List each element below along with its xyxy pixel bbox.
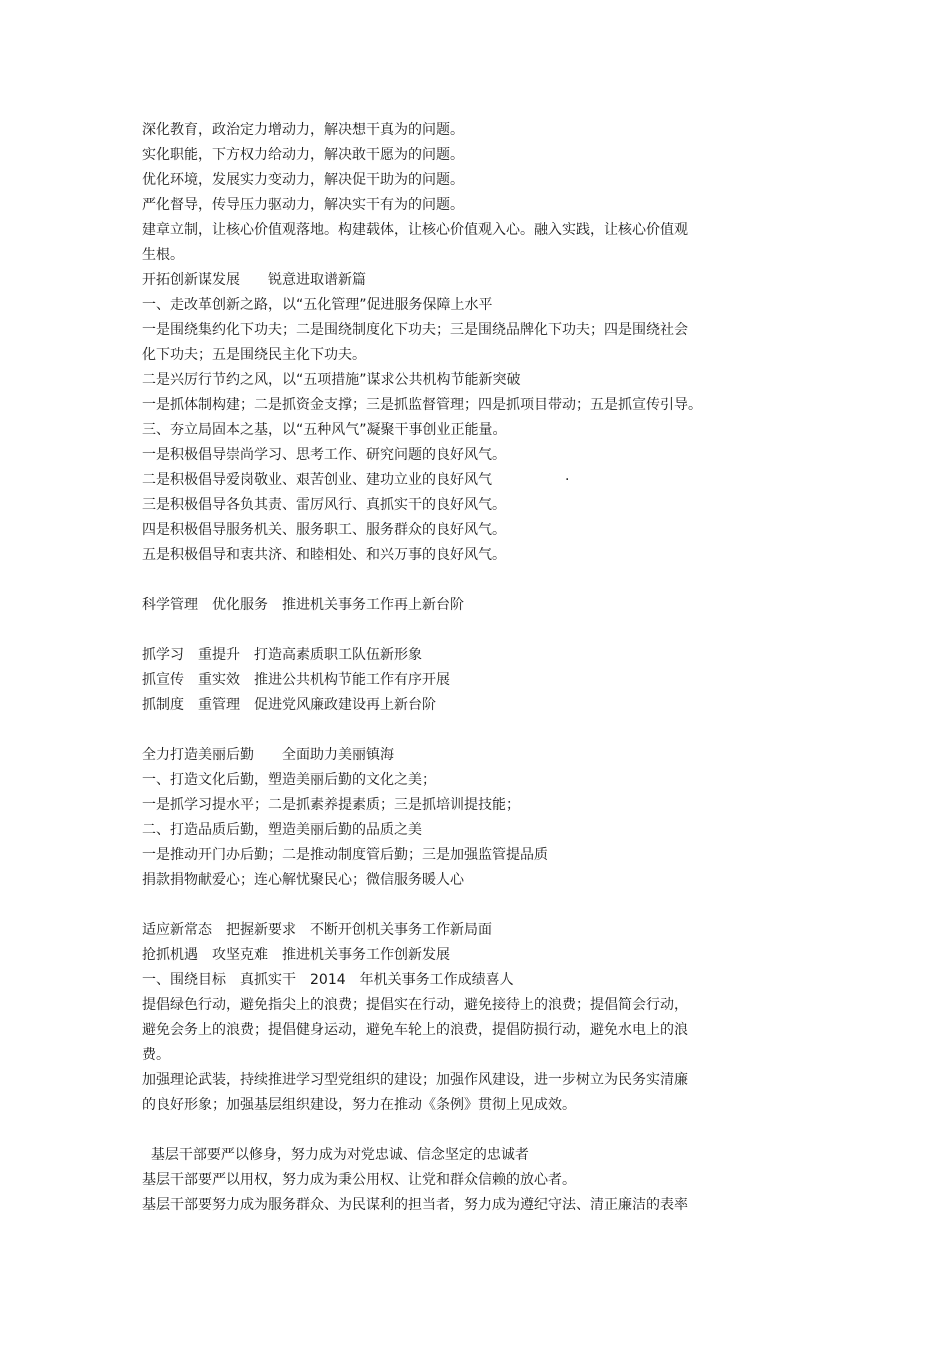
text-line: 一是推动开门办后勤；二是推动制度管后勤；三是加强监管提品质 xyxy=(142,847,548,863)
text-line: 提倡绿色行动，避免指尖上的浪费；提倡实在行动，避免接待上的浪费；提倡简会行动， xyxy=(142,997,688,1013)
text-line: 一是围绕集约化下功夫；二是围绕制度化下功夫；三是围绕品牌化下功夫；四是围绕社会 xyxy=(142,322,688,338)
stray-mark: . xyxy=(565,468,570,484)
text-line: 基层干部要严以用权，努力成为秉公用权、让党和群众信赖的放心者。 xyxy=(142,1172,576,1188)
blank-line xyxy=(142,1118,742,1143)
text-line: 三是积极倡导各负其责、雷厉风行、真抓实干的良好风气。 xyxy=(142,497,506,513)
text-line: 一、打造文化后勤，塑造美丽后勤的文化之美； xyxy=(142,772,436,788)
blank-line xyxy=(142,618,742,643)
text-line: 二是兴厉行节约之风，以“五项措施”谋求公共机构节能新突破 xyxy=(142,372,521,388)
text-line: 加强理论武装，持续推进学习型党组织的建设；加强作风建设，进一步树立为民务实清廉 xyxy=(142,1072,688,1088)
text-line: 五是积极倡导和衷共济、和睦相处、和兴万事的良好风气。 xyxy=(142,547,506,563)
text-line: 一是抓体制构建；二是抓资金支撑；三是抓监督管理；四是抓项目带动；五是抓宣传引导。 xyxy=(142,397,702,413)
text-line: 一、围绕目标 真抓实干 2014 年机关事务工作成绩喜人 xyxy=(142,972,514,988)
text-line: 一是积极倡导崇尚学习、思考工作、研究问题的良好风气。 xyxy=(142,447,506,463)
text-line: 开拓创新谋发展 锐意进取谱新篇 xyxy=(142,272,366,288)
text-line: 实化职能，下方权力给动力，解决敢干愿为的问题。 xyxy=(142,147,464,163)
text-line: 抓宣传 重实效 推进公共机构节能工作有序开展 xyxy=(142,672,450,688)
text-line: 严化督导，传导压力驱动力，解决实干有为的问题。 xyxy=(142,197,464,213)
text-line: 全力打造美丽后勤 全面助力美丽镇海 xyxy=(142,747,394,763)
text-line: 的良好形象；加强基层组织建设，努力在推动《条例》贯彻上见成效。 xyxy=(142,1097,576,1113)
text-line: 优化环境，发展实力变动力，解决促干助为的问题。 xyxy=(142,172,464,188)
blank-line xyxy=(142,718,742,743)
text-line: 基层干部要严以修身，努力成为对党忠诚、信念坚定的忠诚者 xyxy=(142,1147,529,1163)
text-line: 三、夯立局固本之基，以“五种风气”凝聚干事创业正能量。 xyxy=(142,422,507,438)
blank-line xyxy=(142,893,742,918)
text-line: 化下功夫；五是围绕民主化下功夫。 xyxy=(142,347,366,363)
text-line: 二是积极倡导爱岗敬业、艰苦创业、建功立业的良好风气 xyxy=(142,472,492,488)
text-line: 二、打造品质后勤，塑造美丽后勤的品质之美 xyxy=(142,822,422,838)
text-line: 基层干部要努力成为服务群众、为民谋利的担当者，努力成为遵纪守法、清正廉洁的表率 xyxy=(142,1197,688,1213)
text-line: 抓制度 重管理 促进党风廉政建设再上新台阶 xyxy=(142,697,436,713)
text-line: 建章立制，让核心价值观落地。构建载体，让核心价值观入心。融入实践，让核心价值观 xyxy=(142,222,688,238)
blank-line xyxy=(142,568,742,593)
text-line: 一、走改革创新之路，以“五化管理”促进服务保障上水平 xyxy=(142,297,493,313)
text-line: 深化教育，政治定力增动力，解决想干真为的问题。 xyxy=(142,122,464,138)
text-line: 抢抓机遇 攻坚克难 推进机关事务工作创新发展 xyxy=(142,947,450,963)
text-line: 适应新常态 把握新要求 不断开创机关事务工作新局面 xyxy=(142,922,492,938)
text-line: 一是抓学习提水平；二是抓素养提素质；三是抓培训提技能； xyxy=(142,797,520,813)
text-line: 费。 xyxy=(142,1047,170,1063)
text-line: 四是积极倡导服务机关、服务职工、服务群众的良好风气。 xyxy=(142,522,506,538)
text-line: 捐款捐物献爱心；连心解忧聚民心；微信服务暖人心 xyxy=(142,872,464,888)
text-line: 科学管理 优化服务 推进机关事务工作再上新台阶 xyxy=(142,597,464,613)
document-body xyxy=(142,118,742,1218)
text-line: 避免会务上的浪费；提倡健身运动，避免车轮上的浪费，提倡防损行动，避免水电上的浪 xyxy=(142,1022,688,1038)
text-line: 抓学习 重提升 打造高素质职工队伍新形象 xyxy=(142,647,422,663)
text-line: 生根。 xyxy=(142,247,184,263)
